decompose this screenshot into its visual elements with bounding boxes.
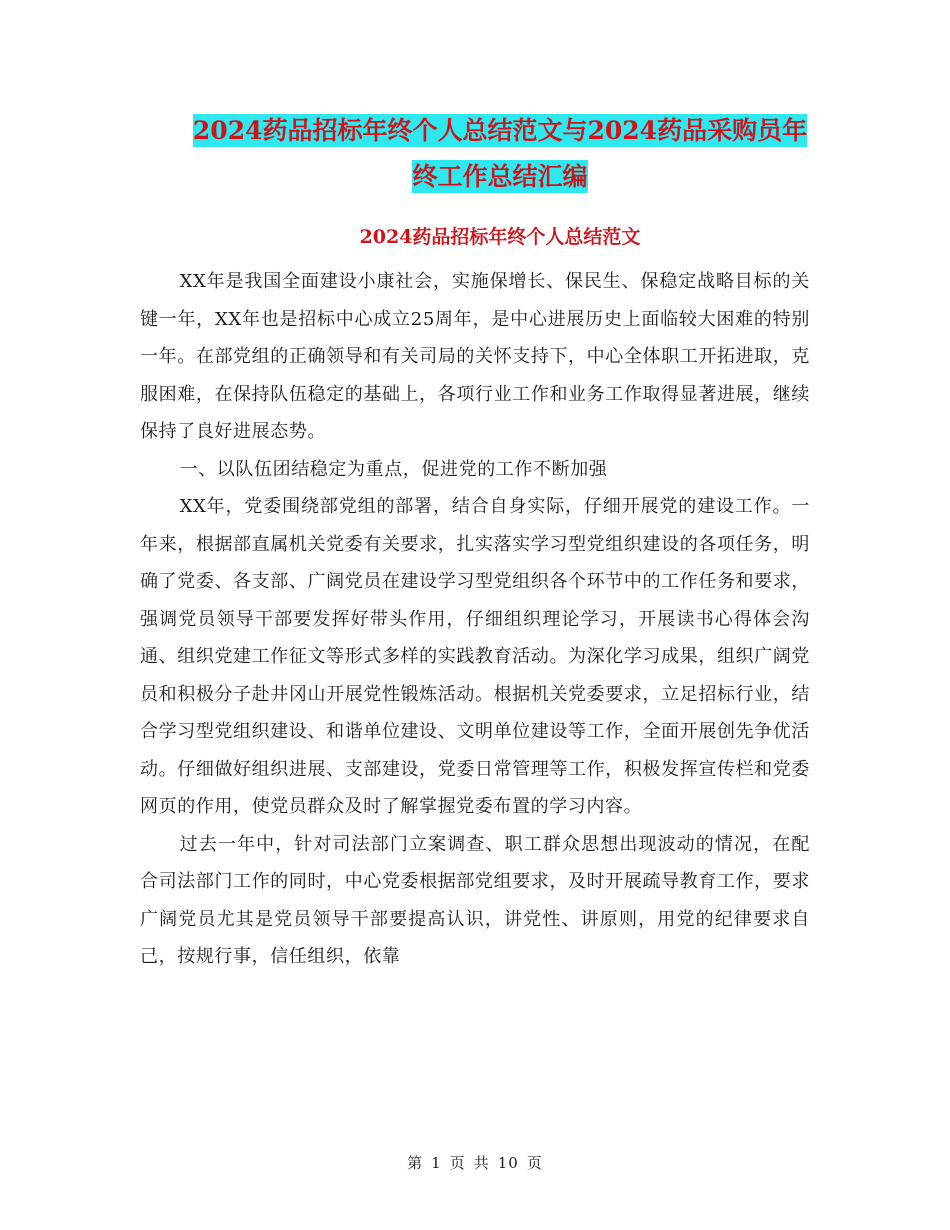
paragraph: 过去一年中，针对司法部门立案调查、职工群众思想出现波动的情况，在配合司法部门工作的同时，中心党委根据部党组要求，及时开展疏导教育工作，要求广阔党员尤其是党员领导干部要提高认识，讲党性、讲原则，用党的纪律要求自己，按规行事，信任组织，依靠 <box>140 833 810 967</box>
paragraph-heading: 一、以队伍团结稳定为重点，促进党的工作不断加强 <box>179 458 608 480</box>
document-body <box>140 263 810 976</box>
paragraph: XX年是我国全面建设小康社会，实施保增长、保民生、保稳定战略目标的关键一年，XX年也是招标中心成立25周年，是中心进展历史上面临较大困难的特别一年。在部党组的正确领导和有关司局的关怀支持下，中心全体职工开拓进取，克服困难，在保持队伍稳定的基础上，各项行业工作和业务工作取得显著进展，继续保持了良好进展态势。 <box>140 271 810 442</box>
document-title-line-2: 终工作总结汇编 <box>412 162 588 191</box>
page-footer <box>0 1152 950 1173</box>
footer-current-page: 1 <box>431 1154 442 1172</box>
paragraph: XX年，党委围绕部党组的部署，结合自身实际，仔细开展党的建设工作。一年来，根据部直属机关党委有关要求，扎实落实学习型党组织建设的各项任务，明确了党委、各支部、广阔党员在建设学习型党组织各个环节中的工作任务和要求，强调党员领导干部要发挥好带头作用，仔细组织理论学习，开展读书心得体会沟通、组织党建工作征文等形式多样的实践教育活动。为深化学习成果，组织广阔党员和积极分子赴井冈山开展党性锻炼活动。根据机关党委要求，立足招标行业，结合学习型党组织建设、和谐单位建设、文明单位建设等工作，全面开展创先争优活动。仔细做好组织进展、支部建设，党委日常管理等工作，积极发挥宣传栏和党委网页的作用，使党员群众及时了解掌握党委布置的学习内容。 <box>140 496 810 817</box>
footer-total-prefix: 共 <box>473 1154 490 1172</box>
section-title: 2024药品招标年终个人总结范文 <box>359 226 641 248</box>
document-title-line-1: 2024药品招标年终个人总结范文与2024药品采购员年 <box>192 116 808 145</box>
footer-prefix: 第 <box>407 1154 424 1172</box>
footer-total-pages: 10 <box>497 1154 519 1172</box>
document-title <box>140 108 860 200</box>
footer-page-label: 页 <box>449 1154 466 1172</box>
footer-total-suffix: 页 <box>526 1154 543 1172</box>
